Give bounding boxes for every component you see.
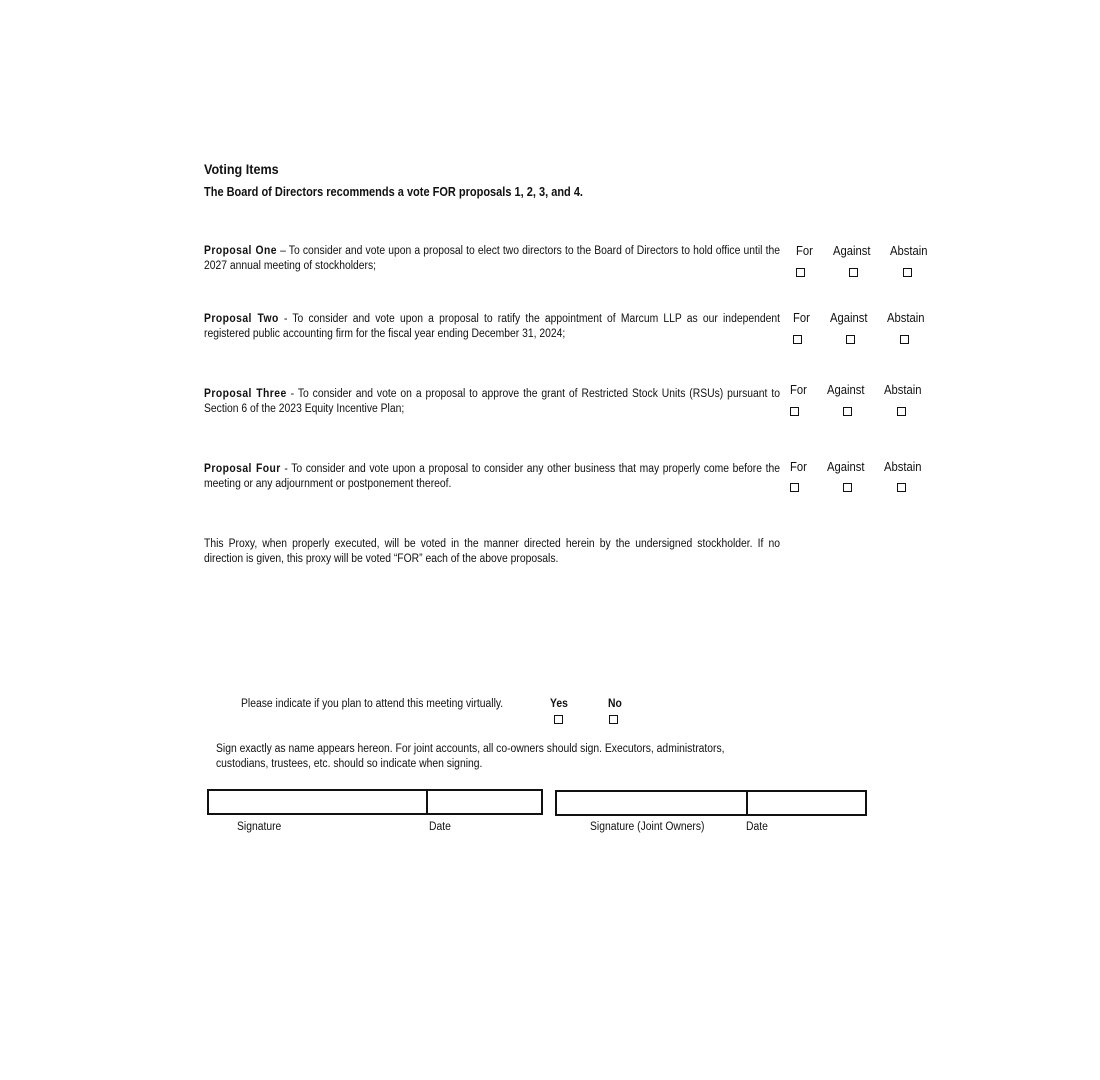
proposal-three-for-checkbox[interactable] [790,407,799,416]
proposal-four-for-checkbox[interactable] [790,483,799,492]
proposal-three-for-label: For [790,383,807,397]
proposal-four-abstain-checkbox[interactable] [897,483,906,492]
proposal-two-for-checkbox[interactable] [793,335,802,344]
board-recommendation: The Board of Directors recommends a vote FOR proposals 1, 2, 3, and 4. [204,185,583,199]
joint-signature-label: Signature (Joint Owners) [590,821,705,833]
proposal-four [204,462,780,492]
proposal-four-against-label: Against [827,460,865,474]
attendance-no-label: No [608,698,622,710]
proposal-one-against-checkbox[interactable] [849,268,858,277]
proxy-note: This Proxy, when properly executed, will be voted in the manner directed herein by the undersigned stockholder. If no direction is given, this proxy will be voted “FOR” each of the above proposals. [204,538,780,565]
proposal-text: – To consider and vote upon a proposal to elect two directors to the Board of Directors to hold office until the 2027 annual meeting of stockholders; [204,245,780,272]
date-field[interactable] [426,789,543,815]
proposal-text: - To consider and vote upon a proposal to ratify the appointment of Marcum LLP as our independent registered public accounting firm for the fiscal year ending December 31, 2024; [204,313,780,340]
signature-label: Signature [237,821,282,833]
proposal-one-for-checkbox[interactable] [796,268,805,277]
proposal-text: - To consider and vote on a proposal to approve the grant of Restricted Stock Units (RSUs) pursuant to Section 6 of the 2023 Equity Incentive Plan; [204,388,780,415]
section-title: Voting Items [204,161,279,177]
proposal-two [204,312,780,342]
proposal-label: Proposal One [204,245,277,257]
proposal-label: Proposal Two [204,313,279,325]
proposal-four-for-label: For [790,460,807,474]
joint-signature-field[interactable] [555,790,749,816]
proposal-one-against-label: Against [833,244,871,258]
proposal-four-against-checkbox[interactable] [843,483,852,492]
proposal-one [204,244,780,274]
proposal-two-abstain-label: Abstain [887,311,925,325]
proposal-two-abstain-checkbox[interactable] [900,335,909,344]
proposal-one-abstain-label: Abstain [890,244,928,258]
signature-field[interactable] [207,789,430,815]
proposal-label: Proposal Three [204,388,287,400]
joint-date-field[interactable] [746,790,867,816]
proposal-four-abstain-label: Abstain [884,460,922,474]
proposal-three-against-checkbox[interactable] [843,407,852,416]
proposal-two-against-checkbox[interactable] [846,335,855,344]
proposal-two-against-label: Against [830,311,868,325]
attendance-yes-checkbox[interactable] [554,715,563,724]
proposal-three-abstain-label: Abstain [884,383,922,397]
proposal-three-abstain-checkbox[interactable] [897,407,906,416]
proposal-three-against-label: Against [827,383,865,397]
proposal-one-for-label: For [796,244,813,258]
attendance-no-checkbox[interactable] [609,715,618,724]
proposal-text: - To consider and vote upon a proposal to consider any other business that may properly come before the meeting or any adjournment or postponement thereof. [204,463,780,490]
proposal-three [204,387,780,417]
joint-date-label: Date [746,821,768,833]
attendance-yes-label: Yes [550,698,568,710]
proposal-label: Proposal Four [204,463,281,475]
attendance-question: Please indicate if you plan to attend this meeting virtually. [241,698,504,710]
proposal-one-abstain-checkbox[interactable] [903,268,912,277]
date-label: Date [429,821,451,833]
signing-instructions: Sign exactly as name appears hereon. For joint accounts, all co-owners should sign. Executors, administrators, custodians, trustees, etc. should so indicate when signing. [216,743,725,770]
proposal-two-for-label: For [793,311,810,325]
